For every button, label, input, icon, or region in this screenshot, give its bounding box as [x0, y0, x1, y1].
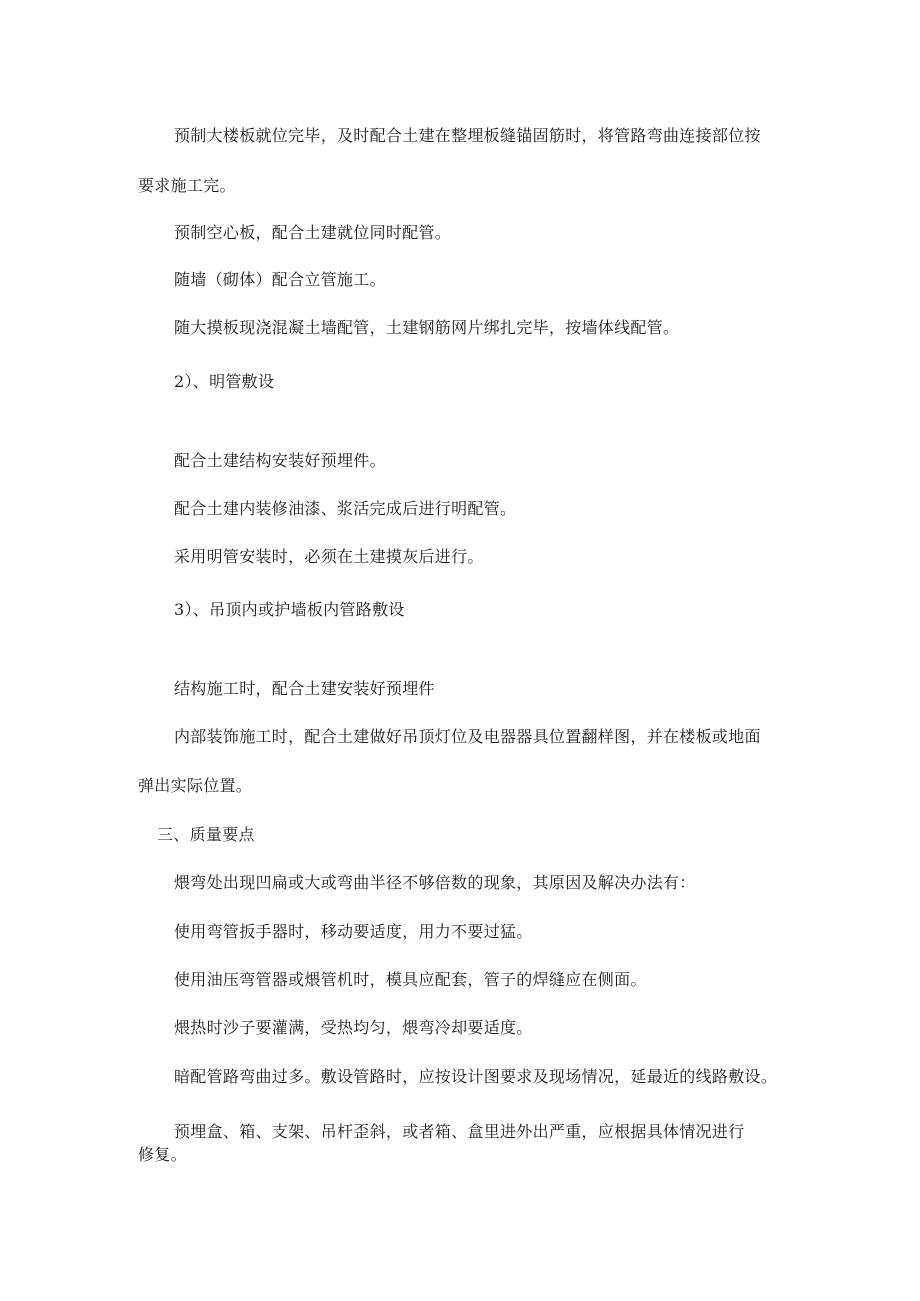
paragraph-line: 结构施工时，配合土建安装好预埋件	[174, 679, 435, 698]
section-heading: 2）、明管敷设	[174, 372, 275, 391]
paragraph-line: 修复。	[138, 1145, 187, 1164]
paragraph-line: 配合土建内装修油漆、浆活完成后进行明配管。	[174, 499, 517, 518]
paragraph-line: 煨热时沙子要灌满，受热均匀，煨弯冷却要适度。	[174, 1018, 533, 1037]
paragraph-line: 内部装饰施工时，配合土建做好吊顶灯位及电器器具位置翻样图，并在楼板或地面	[174, 727, 761, 746]
paragraph-line: 使用油压弯管器或煨管机时，模具应配套，管子的焊缝应在侧面。	[174, 970, 647, 989]
paragraph-line: 随墙（砌体）配合立管施工。	[174, 270, 386, 289]
section-heading: 3）、吊顶内或护墙板内管路敷设	[174, 600, 405, 619]
paragraph-line: 随大摸板现浇混凝土墙配管，土建钢筋网片绑扎完毕，按墙体线配管。	[174, 318, 680, 337]
paragraph-line: 弹出实际位置。	[138, 776, 253, 795]
chapter-heading: 三、质量要点	[157, 825, 255, 844]
paragraph-line: 预制空心板，配合土建就位同时配管。	[174, 223, 452, 242]
paragraph-line: 配合土建结构安装好预埋件。	[174, 451, 386, 470]
paragraph-line: 使用弯管扳手器时，移动要适度，用力不要过猛。	[174, 922, 533, 941]
paragraph-line: 预制大楼板就位完毕，及时配合土建在整埋板缝锚固筋时，将管路弯曲连接部位按	[174, 126, 761, 145]
paragraph-line: 煨弯处出现凹扁或大或弯曲半径不够倍数的现象，其原因及解决办法有：	[174, 873, 696, 892]
paragraph-line: 暗配管路弯曲过多。敷设管路时，应按设计图要求及现场情况，延最近的线路敷设。	[174, 1067, 778, 1086]
paragraph-line: 预埋盒、箱、支架、吊杆歪斜，或者箱、盒里进外出严重，应根据具体情况进行	[174, 1122, 745, 1141]
paragraph-line: 采用明管安装时，必须在土建摸灰后进行。	[174, 547, 484, 566]
paragraph-line: 要求施工完。	[138, 176, 236, 195]
